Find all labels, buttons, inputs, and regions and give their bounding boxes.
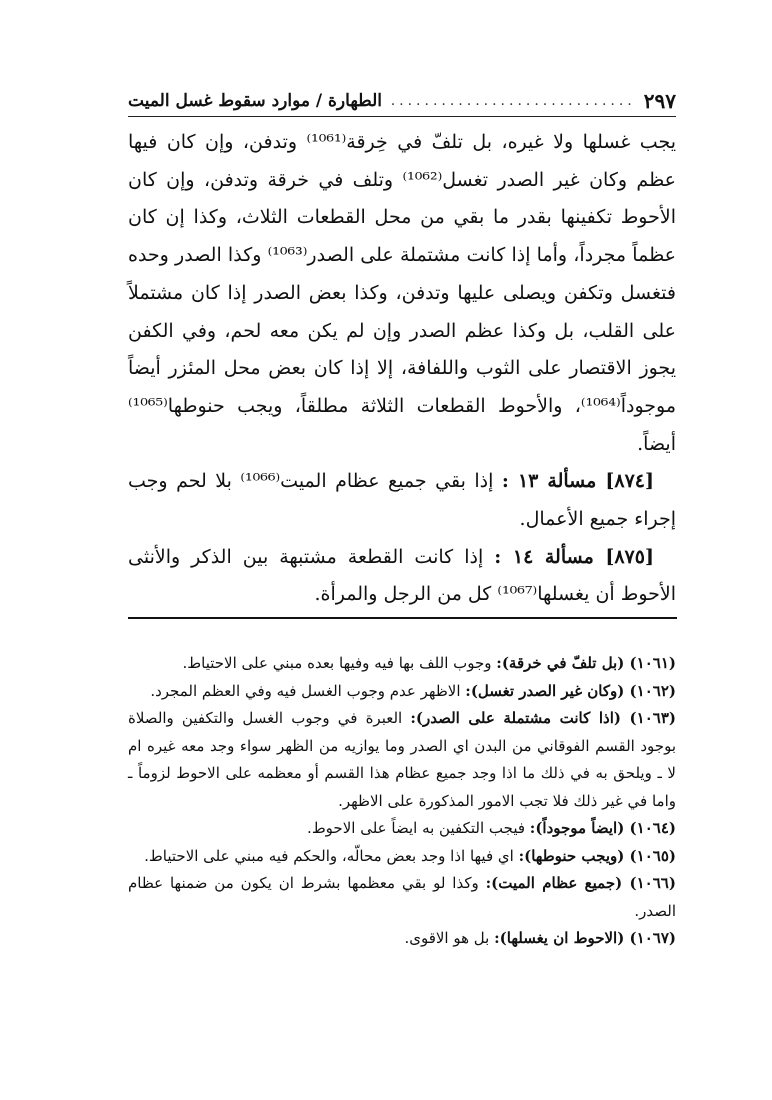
footnote-lead: (١٠٦٢) (وكان غير الصدر تغسل): [465,681,676,700]
footnote-text: وجوب اللف بها فيه وفيها بعده مبني على الاحتياط. [182,654,492,672]
footnote-lead: (١٠٦٧) (الاحوط ان يغسلها): [494,929,676,947]
page-number: ٢٩٧ [643,89,676,113]
footnote-text: بل هو الاقوى. [404,929,490,947]
footnote-1067 [128,925,676,953]
footnote-1064 [128,815,676,843]
issue-text: إذا كانت القطعة مشتبهة بين الذكر والأنثى الأحوط أن يغسلها⁽¹⁰⁶⁷⁾ كل من الرجل والمرأة. [128,545,676,606]
issue-text: إذا بقي جميع عظام الميت⁽¹⁰⁶⁶⁾ بلا لحم وجب إجراء جميع الأعمال. [128,470,676,531]
footnote-lead: (١٠٦٥) (ويجب حنوطها): [518,846,676,865]
footnote-1061 [128,650,676,678]
issue-875 [128,539,676,614]
footnote-1062 [128,678,676,706]
footnote-text: وكذا لو بقي معظمها بشرط ان يكون من ضمنها عظام الصدر. [128,874,676,920]
footnote-lead: (١٠٦٤) (ايضاً موجوداً): [529,819,676,837]
issue-874 [128,463,676,538]
footnote-lead: (١٠٦١) (بل تلفّ في خرقة): [496,654,676,672]
issue-label: [٨٧٤] مسألة ١٣ : [501,470,654,493]
running-header [128,86,676,117]
main-text [128,124,676,614]
footnote-separator [128,617,677,619]
body-paragraph: يجب غسلها ولا غيره، بل تلفّ في خِرقة⁽¹⁰⁶¹⁾ وتدفن، وإن كان فيها عظم وكان غير الصدر تغسل⁽¹⁰⁶²⁾ وتلف في خرقة وتدفن، وإن كان الأحوط تكفينها بقدر ما بقي من محل القطعات الثلاث، وكذا إن كان عظماً مجرداً، وأما إذا كانت مشتملة على الصدر⁽¹⁰⁶³⁾ وكذا الصدر وحده فتغسل وتكفن ويصلى عليها وتدفن، وكذا بعض الصدر إذا كان مشتملاً على القلب، بل وكذا عظم الصدر وإن لم يكن معه لحم، وفي الكفن يجوز الاقتصار على الثوب واللفافة، إلا إذا كان بعض محل المئزر أيضاً موجوداً⁽¹⁰⁶⁴⁾، والأحوط القطعات الثلاثة مطلقاً، ويجب حنوطها⁽¹⁰⁶⁵⁾ أيضاً. [128,131,676,455]
footnote-1065 [128,843,676,871]
footnote-lead: (١٠٦٦) (جميع عظام الميت): [485,874,676,892]
footnotes [128,650,676,953]
footnote-1066 [128,870,676,925]
issue-label: [٨٧٥] مسألة ١٤ : [494,545,654,568]
footnote-text: فيجب التكفين به ايضاً على الاحوط. [307,819,526,837]
chapter-title: الطهارة / موارد سقوط غسل الميت [128,91,383,111]
leader-dots [390,93,636,109]
footnote-text: الاظهر عدم وجوب الغسل فيه وفي العظم المجرد. [150,681,461,700]
footnote-lead: (١٠٦٣) (اذا كانت مشتملة على الصدر): [410,709,676,727]
footnote-text: العبرة في وجوب الغسل والتكفين والصلاة بوجود القسم الفوقاني من البدن اي الصدر وما يوازيه من الظهر سواء وجد معه غيره ام لا ـ ويلحق به في ذلك ما اذا وجد جميع عظام هذا القسم أو معظمه على الاحوط لزوماً ـ واما في غير ذلك فلا تجب الامور المذكورة على الاظهر. [128,709,676,810]
footnote-text: اي فيها اذا وجد بعض محالّه، والحكم فيه مبني على الاحتياط. [144,846,514,865]
footnote-1063 [128,705,676,815]
